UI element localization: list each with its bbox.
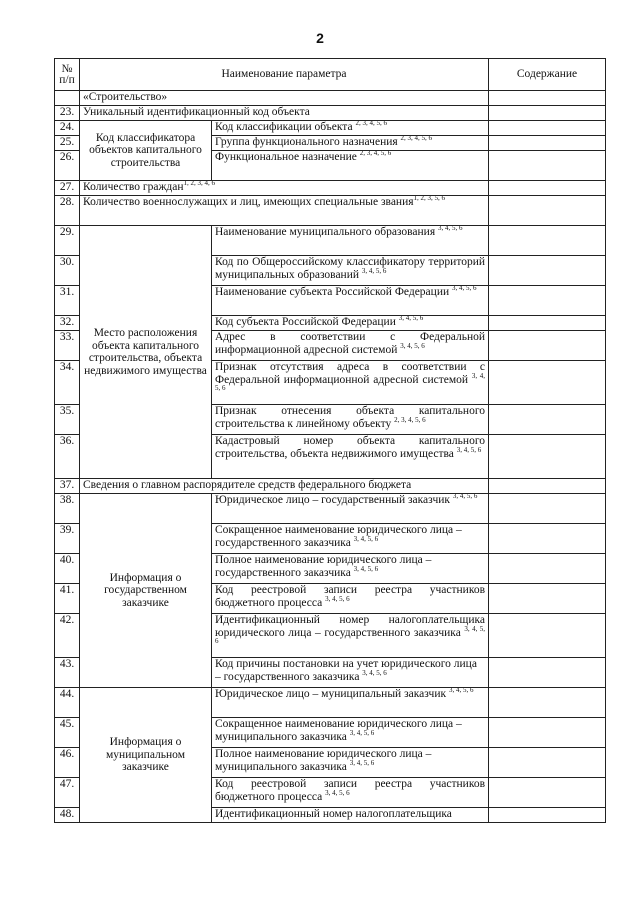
footnote-refs: 3, 4, 5, 6 (215, 371, 486, 393)
content-cell (489, 778, 606, 808)
content-cell (489, 226, 606, 256)
footnote-refs: 3, 4, 5, 6 (353, 564, 379, 573)
footnote-refs: 3, 4, 5, 6 (325, 788, 350, 797)
table-row (55, 479, 606, 494)
parameter-name: Юридическое лицо – муниципальный заказчик (215, 688, 447, 700)
content-cell (489, 808, 606, 823)
footnote-refs: 3, 4, 5, 6 (362, 668, 387, 677)
row-number: 39. (55, 524, 80, 554)
row-number: 48. (55, 808, 80, 823)
footnote-refs: 3, 4, 5, 6 (325, 594, 350, 603)
content-cell (489, 196, 606, 226)
parameter-name: Сведения о главном распорядителе средств федерального бюджета (83, 479, 412, 491)
row-number: 45. (55, 718, 80, 748)
parameter-name: Признак отнесения объекта капитального строительства к линейному объекту (215, 405, 486, 430)
footnote-refs: 1, 2, 3, 5, 6 (413, 195, 446, 203)
parameter-name: Кадастровый номер объекта капитального строительства, объекта недвижимого имущества (215, 435, 486, 460)
row-number: 25. (55, 136, 80, 151)
group-state-customer: Информация о государственном заказчике (80, 494, 212, 688)
table-row (55, 226, 606, 256)
header-parameter: Наименование параметра (80, 59, 489, 91)
row-number: 27. (55, 181, 80, 196)
row-number: 35. (55, 405, 80, 435)
row-number: 34. (55, 361, 80, 405)
parameter-name: Код причины постановки на учет юридического лица – государственного заказчика (215, 658, 477, 683)
row-number: 46. (55, 748, 80, 778)
content-cell (489, 479, 606, 494)
row-number: 28. (55, 196, 80, 226)
parameter-name: Сокращенное наименование юридического лица – муниципального заказчика (215, 718, 462, 743)
parameter-name: Признак отсутствия адреса в соответствии с Федеральной информационной адресной системой (215, 361, 486, 386)
content-cell (489, 524, 606, 554)
page-number: 2 (316, 30, 324, 46)
parameter-name: Функциональное назначение (215, 151, 357, 163)
content-cell (489, 688, 606, 718)
content-cell (489, 151, 606, 181)
row-number: 41. (55, 584, 80, 614)
parameter-name: Код по Общероссийскому классификатору территорий муниципальных образований (215, 256, 486, 281)
section-label: «Строительство» (80, 91, 489, 106)
group-classifier: Код классификатора объектов капитального строительства (80, 121, 212, 181)
footnote-refs: 3, 4, 5, 6 (398, 315, 424, 323)
row-number: 47. (55, 778, 80, 808)
parameter-name: Группа функционального назначения (215, 136, 398, 148)
content-cell (489, 554, 606, 584)
parameter-name: Юридическое лицо – государственный заказчик (215, 494, 450, 506)
footnote-refs: 3, 4, 5, 6 (361, 266, 387, 275)
parameter-name: Полное наименование юридического лица – государственного заказчика (215, 554, 432, 579)
footnote-refs: 3, 4, 5, 6 (438, 225, 463, 233)
footnote-refs: 1, 2, 3, 4, 6 (183, 180, 215, 188)
content-cell (489, 361, 606, 405)
footnote-refs: 3, 4, 5, 6 (452, 493, 478, 501)
content-cell (489, 405, 606, 435)
row-number: 44. (55, 688, 80, 718)
row-number: 40. (55, 554, 80, 584)
table-row (55, 688, 606, 718)
content-cell (489, 136, 606, 151)
table-row (55, 196, 606, 226)
table-row (55, 106, 606, 121)
parameter-name: Идентификационный номер налогоплательщика (215, 808, 452, 820)
parameters-table (54, 58, 606, 823)
row-number: 26. (55, 151, 80, 181)
footnote-refs: 3, 4, 5, 6 (349, 728, 375, 737)
row-number: 38. (55, 494, 80, 524)
parameter-name: Код реестровой записи реестра участников бюджетного процесса (215, 778, 486, 803)
row-number: 37. (55, 479, 80, 494)
footnote-refs: 3, 4, 5, 6 (215, 624, 486, 646)
parameter-name: Идентификационный номер налогоплательщика юридического лица – государственного заказчика (215, 614, 486, 639)
group-municipal-customer: Информация о муниципальном заказчике (80, 688, 212, 823)
table-row (55, 121, 606, 136)
group-location: Место расположения объекта капитального строительства, объекта недвижимого имущества (80, 226, 212, 479)
footnote-refs: 2, 3, 4, 5, 6 (394, 415, 426, 424)
parameter-name: Сокращенное наименование юридического лица – государственного заказчика (215, 524, 462, 549)
content-cell (489, 614, 606, 658)
footnote-refs: 3, 4, 5, 6 (349, 758, 375, 767)
row-number: 33. (55, 331, 80, 361)
content-cell (489, 658, 606, 688)
header-content: Содержание (489, 59, 606, 91)
footnote-refs: 3, 4, 5, 6 (456, 445, 482, 454)
content-cell (489, 286, 606, 316)
row-number: 43. (55, 658, 80, 688)
parameter-name: Количество военнослужащих и лиц, имеющих специальные звания (83, 196, 414, 208)
header-number: № п/п (55, 59, 80, 91)
table-header-row (55, 59, 606, 91)
footnote-refs: 3, 4, 5, 6 (353, 534, 379, 543)
content-cell (489, 435, 606, 479)
parameter-name: Полное наименование юридического лица – муниципального заказчика (215, 748, 432, 773)
content-cell (489, 748, 606, 778)
row-number: 42. (55, 614, 80, 658)
footnote-refs: 2, 3, 4, 5, 6 (400, 135, 433, 143)
parameter-name: Количество граждан (83, 181, 184, 193)
row-number: 30. (55, 256, 80, 286)
content-cell (489, 584, 606, 614)
content-cell (489, 256, 606, 286)
row-number: 31. (55, 286, 80, 316)
content-cell (489, 316, 606, 331)
footnote-refs: 2, 3, 4, 5, 6 (355, 120, 387, 128)
row-number: 36. (55, 435, 80, 479)
parameter-name: Код субъекта Российской Федерации (215, 316, 396, 328)
content-cell (489, 718, 606, 748)
content-cell (489, 121, 606, 136)
parameter-name: Код реестровой записи реестра участников бюджетного процесса (215, 584, 486, 609)
section-row (55, 91, 606, 106)
row-number: 32. (55, 316, 80, 331)
row-number: 29. (55, 226, 80, 256)
footnote-refs: 2, 3, 4, 5, 6 (359, 150, 392, 158)
footnote-refs: 3, 4, 5, 6 (448, 687, 474, 695)
content-cell (489, 331, 606, 361)
content-cell (489, 181, 606, 196)
parameter-name: Код классификации объекта (215, 121, 353, 133)
content-cell (489, 494, 606, 524)
footnote-refs: 3, 4, 5, 6 (452, 285, 477, 293)
row-number: 23. (55, 106, 80, 121)
table-row (55, 181, 606, 196)
footnote-refs: 3, 4, 5, 6 (400, 341, 425, 350)
table-row (55, 494, 606, 524)
content-cell (489, 106, 606, 121)
parameter-name: Наименование субъекта Российской Федерации (215, 286, 450, 298)
row-number: 24. (55, 121, 80, 136)
parameter-name: Адрес в соответствии с Федеральной информационной адресной системой (215, 331, 486, 356)
parameter-name: Уникальный идентификационный код объекта (83, 106, 310, 118)
parameter-name: Наименование муниципального образования (215, 226, 436, 238)
